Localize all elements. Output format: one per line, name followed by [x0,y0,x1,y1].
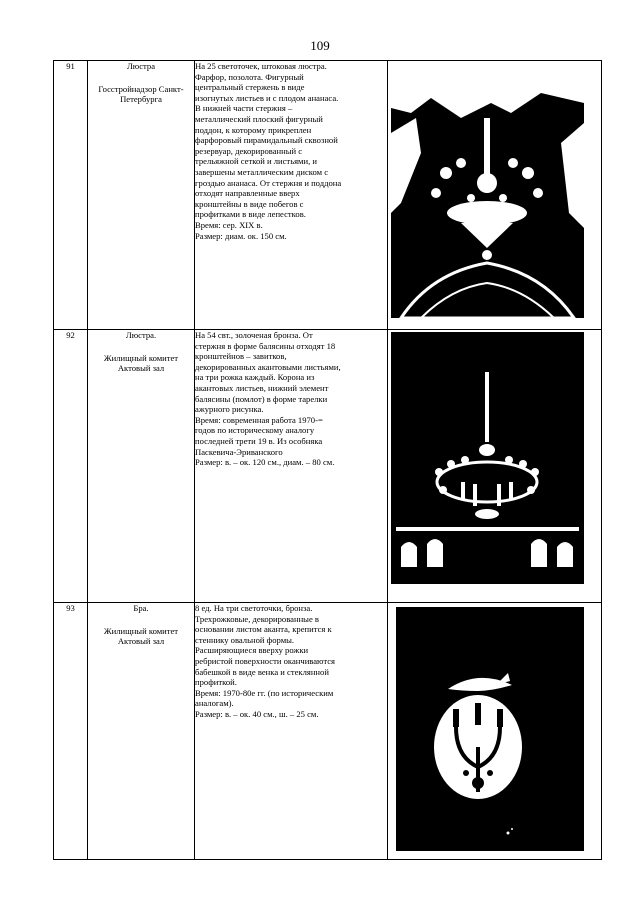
description-line: Время: 1970-80е гг. (по историческим [195,687,334,698]
description-line: ребристой поверхности оканчиваются [195,655,335,666]
description-line: последней трети 19 в. Из особняка [195,435,323,446]
item-photo-cell [388,603,602,860]
item-name-cell [88,603,195,860]
table-row [54,603,602,860]
description-line: ажурного рисунка. [195,404,264,415]
description-line: бабешкой в виде венка и стеклянной [195,666,329,677]
description-line: балясины (помлот) в форме тарелки [195,393,328,404]
item-number: 92 [54,330,88,603]
item-photo-cell [388,330,602,603]
description-line: резервуар, декорированный с [195,145,303,156]
item-name-cell [88,61,195,330]
item-description [195,330,388,603]
description-line: на три рожка каждый. Корона из [195,372,315,383]
description-line: Паскевича-Эриванского [195,446,283,457]
description-line: Размер: диам. ок. 150 см. [195,230,287,241]
description-line: 8 ед. На три светоточки, бронза. [195,603,313,613]
description-line: кронштейны в виде побегов с [195,198,304,209]
description-line: поддон, к которому прикреплен [195,124,312,135]
description-line: аналогам). [195,698,234,709]
sconce-photo [396,607,584,851]
description-line: металлический плоский фигурный [195,113,323,124]
description-line: Фарфор, позолота. Фигурный [195,71,304,82]
description-line: трельяжной сеткой и листьями, и [195,156,317,167]
chandelier-photo [391,332,584,584]
description-line: Расширяющиеся вверху рожки [195,645,309,656]
description-line: гроздью ананаса. От стержня и поддона [195,177,342,188]
description-line: В нижней части стержня – [195,103,293,114]
item-name: Бра. [133,603,149,613]
description-line: Размер: в. – ок. 40 см., ш. – 25 см. [195,708,319,719]
description-line: годов по историческому аналогу [195,425,315,436]
table-row [54,330,602,603]
description-line: Размер: в. – ок. 120 см., диам. – 80 см. [195,457,335,468]
item-number: 93 [54,603,88,860]
item-description [195,61,388,330]
description-line: Трехрожковые, декорированные в [195,613,319,624]
page-number: 109 [310,38,330,53]
item-name: Люстра [126,61,156,71]
description-line: центральный стержень в виде [195,82,305,93]
description-line: На 54 свт., золоченая бронза. От [195,330,313,340]
chandelier-photo [391,63,584,318]
description-line: завершены металлическим диском с [195,166,329,177]
item-number: 91 [54,61,88,330]
item-name-cell [88,330,195,603]
description-line: стеннику овальной формы. [195,634,295,645]
description-line: декорированных акантовыми листьями, [195,361,341,372]
item-location: Госстройнадзор Санкт-Петербурга [98,83,184,105]
item-location: Жилищный комитет Актовый зал [103,352,179,374]
catalog-table [53,60,602,860]
description-line: Время: современная работа 1970-= [195,414,323,425]
item-photo-cell [388,61,602,330]
description-line: профиткой. [195,677,237,688]
description-line: изогнутых листьев и с плодом ананаса. [195,92,339,103]
description-line: основании листом аканта, крепится к [195,624,332,635]
item-name: Люстра. [125,330,157,340]
item-description [195,603,388,860]
description-line: Время: сер. XIX в. [195,219,263,230]
description-line: профитками в виде лепестков. [195,209,306,220]
description-line: фарфоровый пирамидальный сквозной [195,135,338,146]
table-row [54,61,602,330]
item-location: Жилищный комитет Актовый зал [103,625,179,647]
description-line: стержня в форме балясины отходят 18 [195,340,336,351]
description-line: отходят направленные вверх [195,188,300,199]
description-line: кронштейнов – завитков, [195,351,287,362]
description-line: На 25 светоточек, штоковая люстра. [195,61,327,71]
description-line: акантовых листьев, нижний элемент [195,382,329,393]
